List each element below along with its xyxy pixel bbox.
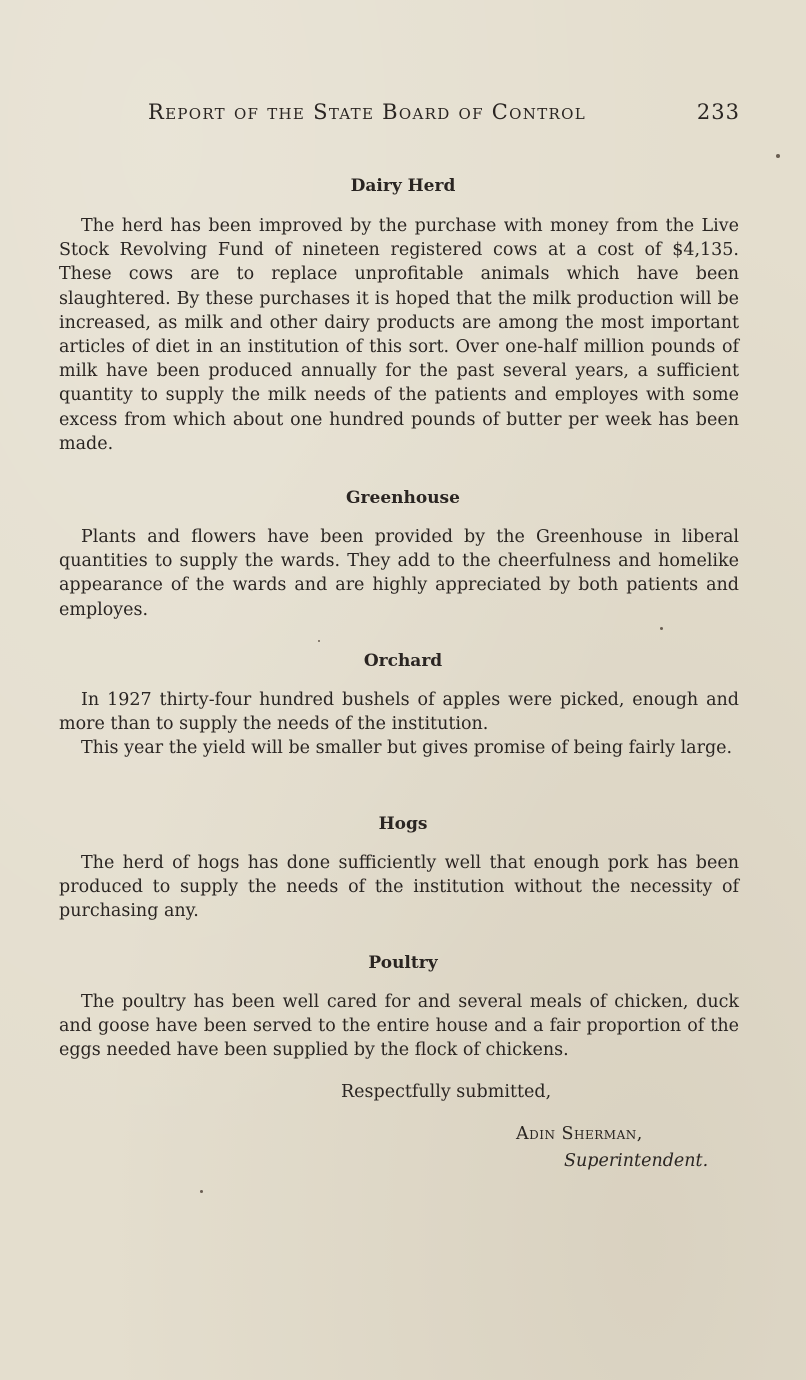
- running-head: [148, 100, 740, 130]
- paper-speck: [660, 627, 663, 630]
- section-heading-orchard: Orchard: [363, 651, 443, 671]
- paragraph-hogs: The herd of hogs has done sufficiently well that enough pork has been produced to supply the needs of the institution without the necessity of purchasing any.: [59, 853, 739, 922]
- paragraph-greenhouse: Plants and flowers have been provided by the Greenhouse in liberal quantities to supply the wards. They add to the cheerfulness and homelike appearance of the wards and are highly appreciated by both patients and employes.: [59, 527, 739, 620]
- section-heading-poultry: Poultry: [368, 953, 438, 973]
- page-number: 233: [696, 100, 740, 124]
- closing-salutation: Respectfully submitted,: [341, 1082, 552, 1102]
- running-head-title: Report of the State Board of Control: [148, 100, 586, 124]
- paragraph-poultry: The poultry has been well cared for and several meals of chicken, duck and goose have been served to the entire house and a fair proportion of the eggs needed have been supplied by the flock of chickens.: [59, 992, 739, 1061]
- paper-speck: [200, 1190, 203, 1193]
- paper-speck: [318, 640, 320, 642]
- section-heading-hogs: Hogs: [378, 814, 428, 834]
- section-heading-dairy-herd: Dairy Herd: [350, 176, 456, 196]
- signature-title: Superintendent.: [564, 1151, 709, 1171]
- signature-name: Adin Sherman,: [516, 1124, 643, 1144]
- paragraph-orchard-2: This year the yield will be smaller but gives promise of being fairly large.: [81, 738, 733, 758]
- paragraph-orchard-1: In 1927 thirty-four hundred bushels of apples were picked, enough and more than to supply the needs of the institution.: [59, 690, 739, 735]
- paper-speck: [776, 154, 780, 158]
- section-heading-greenhouse: Greenhouse: [346, 488, 460, 508]
- paragraph-dairy-herd: The herd has been improved by the purchase with money from the Live Stock Revolving Fund of nineteen registered cows at a cost of $4,135. These cows are to replace unprofitable animals which have been slaughtered. By these purchases it is hoped that the milk production will be increased, as milk and other dairy products are among the most important articles of diet in an institution of this sort. Over one-half million pounds of milk have been produced annually for the past several years, a sufficient quantity to supply the milk needs of the patients and employes with some excess from which about one hundred pounds of butter per week has been made.: [59, 216, 739, 454]
